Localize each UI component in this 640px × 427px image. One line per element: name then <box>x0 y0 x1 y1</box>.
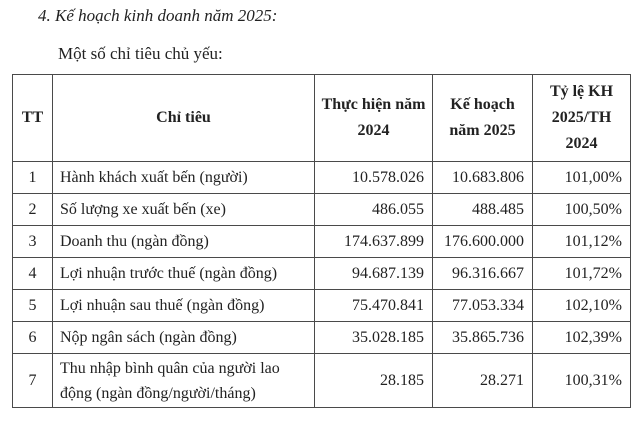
row-actual-2024: 28.185 <box>315 354 433 408</box>
row-plan-2025: 96.316.667 <box>433 258 533 290</box>
row-indicator: Lợi nhuận trước thuế (ngàn đồng) <box>53 258 315 290</box>
row-tt: 4 <box>13 258 53 290</box>
row-plan-2025: 488.485 <box>433 194 533 226</box>
row-indicator: Nộp ngân sách (ngàn đồng) <box>53 322 315 354</box>
header-tt: TT <box>13 75 53 162</box>
header-ratio: Tỷ lệ KH 2025/TH 2024 <box>533 75 631 162</box>
row-ratio: 101,12% <box>533 226 631 258</box>
row-plan-2025: 176.600.000 <box>433 226 533 258</box>
row-indicator: Doanh thu (ngàn đồng) <box>53 226 315 258</box>
header-indicator: Chỉ tiêu <box>53 75 315 162</box>
table-row <box>13 322 631 354</box>
row-tt: 1 <box>13 162 53 194</box>
row-indicator: Hành khách xuất bến (người) <box>53 162 315 194</box>
row-plan-2025: 77.053.334 <box>433 290 533 322</box>
row-actual-2024: 174.637.899 <box>315 226 433 258</box>
row-tt: 2 <box>13 194 53 226</box>
row-actual-2024: 486.055 <box>315 194 433 226</box>
row-ratio: 100,31% <box>533 354 631 408</box>
row-actual-2024: 35.028.185 <box>315 322 433 354</box>
intro-text: Một số chỉ tiêu chủ yếu: <box>58 44 223 63</box>
header-actual-2024: Thực hiện năm 2024 <box>315 75 433 162</box>
table-row <box>13 290 631 322</box>
row-tt: 7 <box>13 354 53 408</box>
business-plan-table <box>12 74 631 408</box>
table-row <box>13 162 631 194</box>
row-ratio: 101,00% <box>533 162 631 194</box>
row-plan-2025: 10.683.806 <box>433 162 533 194</box>
section-title: 4. Kế hoạch kinh doanh năm 2025: <box>38 6 278 25</box>
table-row <box>13 354 631 408</box>
row-ratio: 100,50% <box>533 194 631 226</box>
row-ratio: 101,72% <box>533 258 631 290</box>
row-indicator: Thu nhập bình quân của người lao động (ngàn đồng/người/tháng) <box>53 354 315 408</box>
row-ratio: 102,10% <box>533 290 631 322</box>
row-actual-2024: 75.470.841 <box>315 290 433 322</box>
row-ratio: 102,39% <box>533 322 631 354</box>
row-plan-2025: 28.271 <box>433 354 533 408</box>
table-row <box>13 194 631 226</box>
table-row <box>13 226 631 258</box>
row-actual-2024: 94.687.139 <box>315 258 433 290</box>
header-plan-2025: Kế hoạch năm 2025 <box>433 75 533 162</box>
row-indicator: Lợi nhuận sau thuế (ngàn đồng) <box>53 290 315 322</box>
table-header-row <box>13 75 631 162</box>
row-tt: 6 <box>13 322 53 354</box>
table-row <box>13 258 631 290</box>
row-tt: 5 <box>13 290 53 322</box>
row-indicator: Số lượng xe xuất bến (xe) <box>53 194 315 226</box>
row-plan-2025: 35.865.736 <box>433 322 533 354</box>
row-tt: 3 <box>13 226 53 258</box>
row-actual-2024: 10.578.026 <box>315 162 433 194</box>
